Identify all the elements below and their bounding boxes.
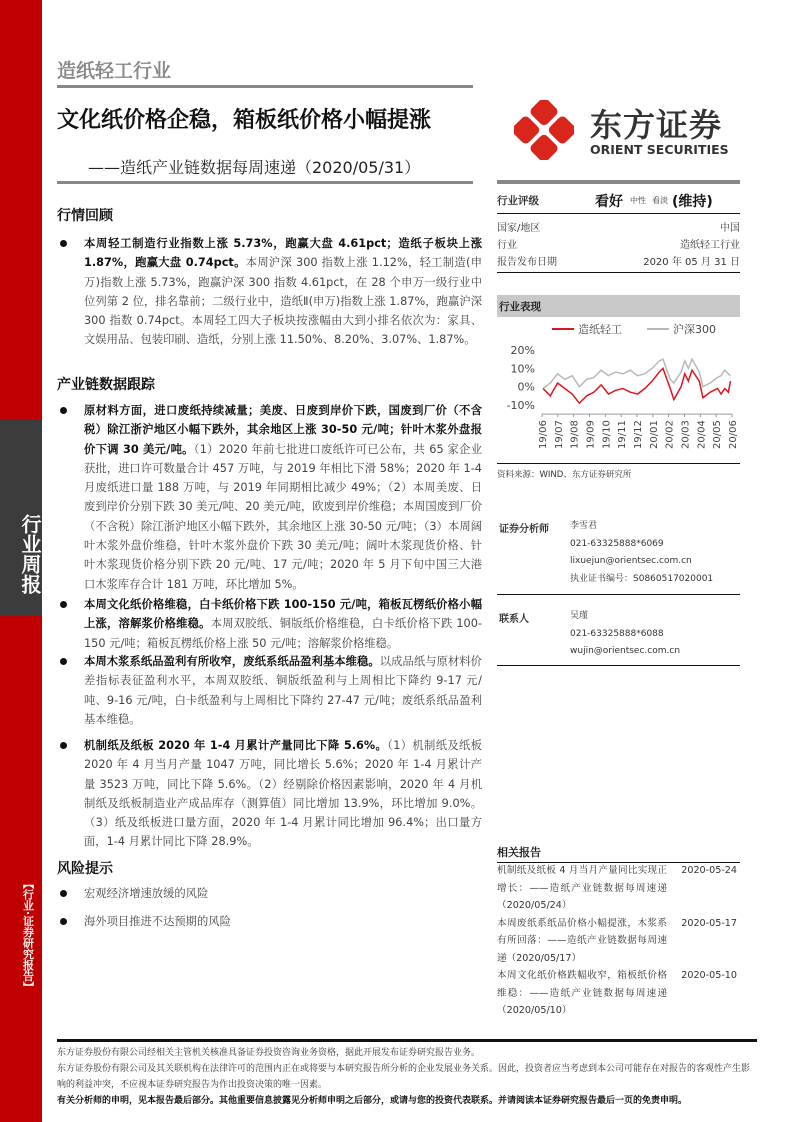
list-item: 海外项目推进不达预期的风险 [57, 912, 482, 931]
industry-label: 造纸轻工行业 [57, 60, 172, 82]
analyst-name: 李雪君 [570, 521, 598, 531]
x-tick-label: 20/02 [664, 420, 676, 449]
x-tick-label: 19/09 [585, 420, 597, 449]
logo-cn: 东方证券 [590, 106, 723, 144]
contact-name: 吴瑾 [570, 611, 589, 621]
x-tick-label: 19/11 [617, 420, 629, 449]
x-tick-label: 20/05 [712, 420, 724, 449]
x-tick-label: 19/08 [569, 420, 581, 449]
section-heading-chain: 产业链数据跟踪 [57, 377, 155, 393]
x-tick-label: 20/03 [680, 420, 692, 449]
analyst-email[interactable]: lixuejun@orientsec.com.cn [570, 556, 692, 566]
report-type-label: 行业周报 [0, 420, 42, 616]
rating-option: 中性 [630, 196, 646, 205]
performance-heading: 行业表现 [497, 295, 740, 317]
x-tick-label: 19/07 [553, 420, 565, 449]
related-report[interactable]: 本周废纸系纸品价格小幅提涨，木浆系有所回落：——造纸产业链数据每周速递（2020/05/17） 2020-05-17 [497, 917, 737, 964]
page-title: 文化纸价格企稳，箱板纸价格小幅提涨 [57, 108, 432, 133]
related-reports [497, 862, 737, 1020]
series-line-沪深300 [543, 359, 730, 388]
logo [512, 98, 742, 162]
x-tick-label: 20/06 [728, 420, 739, 449]
legend-label: 造纸轻工 [578, 323, 622, 336]
list-item: 原材料方面，进口废纸持续减量；美废、日废到岸价下跌，国废到厂价（不含税）除江浙沪地区小幅下跌外，其余地区上涨 30-50 元/吨；针叶木浆外盘报价下调 30 美元/吨。（1）2020 年前七批进口废纸许可已公布，共 65 家企业获批，进口许可数量合计 457 万吨，与 2019 年相比下滑 58%；2020 年 1-4 月废纸进口量 188 万吨，与 2019 年同期相比减少 49%；（2）本周美废、日废到岸价分别下跌 30 美元/吨、20 美元/吨，欧废到岸价维稳；本周国废到厂价（不含税）除江浙沪地区小幅下跌外，其余地区上涨 30-50 元/吨；（3）本周阔叶木浆外盘价维稳，针叶木浆外盘价下跌 30 美元/吨；阔叶木浆现货价格、针叶木浆现货价格分别下跌 20 元/吨、17 元/吨；2020 年 5 月下旬中国三大港口木浆库存合计 181 万吨，环比增加 5%。 [57, 401, 482, 594]
y-tick-label: 20% [510, 344, 535, 357]
list-item: 机制纸及纸板 2020 年 1-4 月累计产量同比下降 5.6%。（1）机制纸及纸板 2020 年 4 月当月产量 1047 万吨，同比增长 5.6%；2020 年 1-4 月累计产量 3523 万吨，同比下降 5.6%。（2）经剔除价格因素影响，2020 年 4 月机制纸及纸板制造业产成品库存（测算值）同比增加 13.9%，环比增加 9.0%。（3）纸及纸板进口量方面，2020 年 1-4 月累计同比增加 96.4%；出口量方面，1-4 月累计同比下降 28.9%。 [57, 736, 482, 852]
contact-block: 联系人 吴瑾 021-63325888*6088 wujin@orientsec.com.cn [497, 608, 740, 666]
info-row: 行业 造纸轻工行业 [497, 240, 740, 251]
related-heading: 相关报告 [497, 844, 740, 863]
page-subtitle: ——造纸产业链数据每周速递（2020/05/31） [88, 158, 421, 177]
list-item: 本周木浆系纸品盈利有所收窄，废纸系纸品盈利基本维稳。以成品纸与原材料价差指标表征盈利水平，本周双胶纸、铜版纸盈利与上周相比下降约 9-17 元/吨、9-16 元/吨，白卡纸盈利与上周相比下降约 27-47 元/吨；废纸系纸品盈利基本维稳。 [57, 652, 482, 729]
analyst-block: 证券分析师 李雪君 021-63325888*6069 lixuejun@orientsec.com.cn 执业证书编号：S0860517020001 [497, 518, 740, 595]
logo-mark-icon [514, 100, 574, 160]
divider [497, 180, 740, 184]
y-tick-label: -10% [506, 399, 535, 412]
footer-divider [57, 1039, 757, 1042]
logo-en: ORIENT SECURITIES [590, 142, 729, 157]
legend-label: 沪深300 [673, 323, 716, 336]
analyst-phone: 021-63325888*6069 [570, 538, 664, 549]
info-row: 国家/地区 中国 [497, 223, 740, 234]
list-item: 宏观经济增速放缓的风险 [57, 884, 482, 903]
divider [57, 181, 473, 184]
list-item: 本周轻工制造行业指数上涨 5.73%，跑赢大盘 4.61pct；造纸子板块上涨 1.87%，跑赢大盘 0.74pct。本周沪深 300 指数上涨 1.12%，轻工制造(申万)指数上涨 5.73%，跑赢沪深 300 指数 4.61pct，在 28 个申万一级行业中位列第 2 位，排名靠前；二级行业中，造纸Ⅱ(申万)指数上涨 1.87%，跑赢沪深 300 指数 0.74pct。本周轻工四大子板块按涨幅由大到小排名依次为：家具、文娱用品、包装印刷、造纸，分别上涨 11.50%、8.20%、3.07%、1.87%。 [57, 234, 482, 350]
rating-label: 行业评级 [497, 195, 539, 207]
x-tick-label: 19/06 [538, 420, 549, 449]
chart-source: 资料来源：WIND、东方证券研究所 [497, 463, 740, 480]
info-row: 报告发布日期 2020 年 05 月 31 日 [497, 257, 740, 268]
contact-phone: 021-63325888*6088 [570, 628, 664, 639]
report-info [497, 218, 740, 273]
performance-chart [497, 320, 740, 460]
x-tick-label: 19/12 [633, 420, 644, 449]
x-tick-label: 20/01 [648, 420, 660, 449]
rating-selected: 看好 [595, 193, 623, 210]
contact-email[interactable]: wujin@orientsec.com.cn [570, 646, 681, 656]
y-tick-label: 0% [517, 380, 535, 394]
related-report[interactable]: 本周文化纸价格跌幅收窄，箱板纸价格维稳：——造纸产业链数据每周速递（2020/05/10） 2020-05-10 [497, 970, 737, 1016]
x-tick-label: 20/04 [696, 420, 708, 449]
analyst-cert: 执业证书编号：S0860517020001 [570, 573, 714, 584]
list-item: 本周文化纸价格维稳，白卡纸价格下跌 100-150 元/吨，箱板瓦楞纸价格小幅上涨，溶解浆价格维稳。本周双胶纸、铜版纸价格维稳，白卡纸价格下跌 100-150 元/吨；箱板瓦楞纸价格上涨 50 元/吨；溶解浆价格维稳。 [57, 595, 482, 653]
related-report[interactable]: 机制纸及纸板 4 月当月产量同比实现正增长：——造纸产业链数据每周速递（2020/05/24） 2020-05-24 [497, 865, 737, 911]
disclaimer: 东方证券股份有限公司经相关主管机关核准具备证券投资咨询业务资格，据此开展发布证券研究报告业务。 东方证券股份有限公司及其关联机构在法律许可的范围内正在或将要与本研究报告所分析的企业发展业务关系。因此，投资者应当考虑到本公司可能存在对报告的客观性产生影响的利益冲突，不应视本证券研究报告为作出投资决策的唯一因素。 有关分析师的申明，见本报告最后部分。其他重要信息披露见分析师申明之后部分，或请与您的投资代表联系。并请阅读本证券研究报告最后一页的免责申明。 [57, 1048, 751, 1106]
divider [57, 85, 473, 88]
rating-option: 看淡 [652, 196, 668, 205]
rating-status: (维持) [672, 193, 713, 210]
x-tick-label: 19/10 [601, 420, 613, 449]
section-heading-market: 行情回顾 [57, 208, 113, 224]
report-category-tag: 【行业·证券研究报告】 [21, 878, 35, 993]
y-tick-label: 10% [510, 362, 535, 376]
industry-rating [497, 188, 740, 214]
section-heading-risk: 风险提示 [57, 861, 113, 877]
